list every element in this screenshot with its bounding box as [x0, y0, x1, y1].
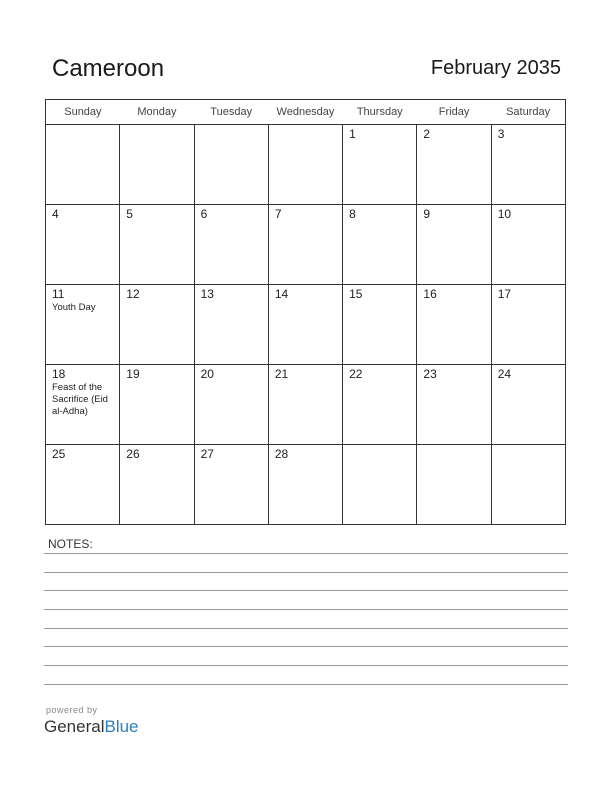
day-number: 19 [126, 367, 140, 381]
day-cell [120, 445, 194, 525]
day-number: 23 [423, 367, 437, 381]
logo-blue-text: Blue [104, 717, 139, 736]
weekday-header-row [46, 100, 566, 125]
day-cell [46, 125, 120, 205]
day-cell [194, 445, 268, 525]
day-number: 24 [497, 367, 512, 381]
week-row [46, 205, 566, 285]
day-number: 20 [200, 367, 214, 381]
day-cell [343, 125, 417, 205]
day-number: 5 [126, 207, 133, 221]
powered-by-text: powered by [46, 705, 98, 715]
day-number: 16 [423, 287, 437, 301]
day-number: 12 [126, 287, 140, 301]
calendar-grid [45, 99, 566, 525]
day-number: 11 [52, 287, 65, 301]
day-cell [343, 285, 417, 365]
day-cell [194, 365, 268, 445]
holiday-label: Feast of the Sacrifice (Eid al-Adha) [52, 382, 108, 417]
week-row [46, 125, 566, 205]
week-row [46, 365, 566, 445]
day-cell [417, 365, 491, 445]
day-cell [343, 445, 417, 525]
country-title: Cameroon [52, 55, 165, 82]
weekday-tuesday: Tuesday [194, 100, 268, 125]
generalblue-logo[interactable] [44, 717, 139, 737]
note-line [44, 684, 568, 685]
day-cell [194, 285, 268, 365]
day-cell [46, 445, 120, 525]
day-cell [491, 125, 565, 205]
day-cell [491, 205, 565, 285]
day-cell [120, 205, 194, 285]
day-number: 13 [200, 287, 214, 301]
day-number: 8 [349, 207, 356, 221]
notes-label: NOTES: [48, 537, 93, 551]
note-line [44, 665, 568, 666]
day-number: 10 [497, 207, 512, 221]
day-cell [268, 205, 342, 285]
weekday-monday: Monday [120, 100, 194, 125]
day-cell [491, 285, 565, 365]
day-cell [491, 445, 565, 525]
day-cell [120, 285, 194, 365]
day-cell [343, 365, 417, 445]
day-cell [268, 125, 342, 205]
day-cell [417, 205, 491, 285]
day-number: 3 [497, 127, 505, 141]
day-number: 17 [497, 287, 512, 301]
note-line [44, 609, 568, 610]
day-number: 25 [52, 447, 66, 461]
holiday-label: Youth Day [52, 302, 96, 313]
weekday-thursday: Thursday [343, 100, 417, 125]
day-number: 27 [200, 447, 214, 461]
day-number: 4 [52, 207, 59, 221]
day-cell [194, 205, 268, 285]
day-number: 9 [423, 207, 431, 221]
day-number: 21 [274, 367, 289, 381]
day-number: 18 [52, 367, 66, 381]
weekday-sunday: Sunday [46, 100, 120, 125]
note-line [44, 646, 568, 647]
day-cell [491, 365, 565, 445]
weekday-wednesday: Wednesday [268, 100, 342, 125]
day-cell [120, 125, 194, 205]
day-cell [46, 365, 120, 445]
month-title: February 2035 [430, 57, 561, 79]
day-number: 28 [274, 447, 289, 461]
day-cell [268, 285, 342, 365]
day-number: 1 [349, 127, 356, 141]
week-row [46, 445, 566, 525]
day-number: 14 [274, 287, 289, 301]
day-cell [417, 445, 491, 525]
day-number: 15 [349, 287, 363, 301]
weekday-friday: Friday [417, 100, 491, 125]
note-line [44, 628, 568, 629]
day-number: 26 [126, 447, 140, 461]
day-cell [46, 205, 120, 285]
day-cell [46, 285, 120, 365]
day-number: 7 [274, 207, 282, 221]
day-cell [343, 205, 417, 285]
day-cell [417, 125, 491, 205]
note-line [44, 572, 568, 573]
logo-general-text: General [44, 717, 105, 736]
day-cell [417, 285, 491, 365]
weekday-saturday: Saturday [491, 100, 565, 125]
day-cell [194, 125, 268, 205]
day-cell [268, 445, 342, 525]
day-number: 6 [200, 207, 208, 221]
note-line [44, 590, 568, 591]
day-cell [120, 365, 194, 445]
note-line [44, 553, 568, 554]
day-cell [268, 365, 342, 445]
day-number: 22 [349, 367, 363, 381]
week-row [46, 285, 566, 365]
day-number: 2 [423, 127, 431, 141]
